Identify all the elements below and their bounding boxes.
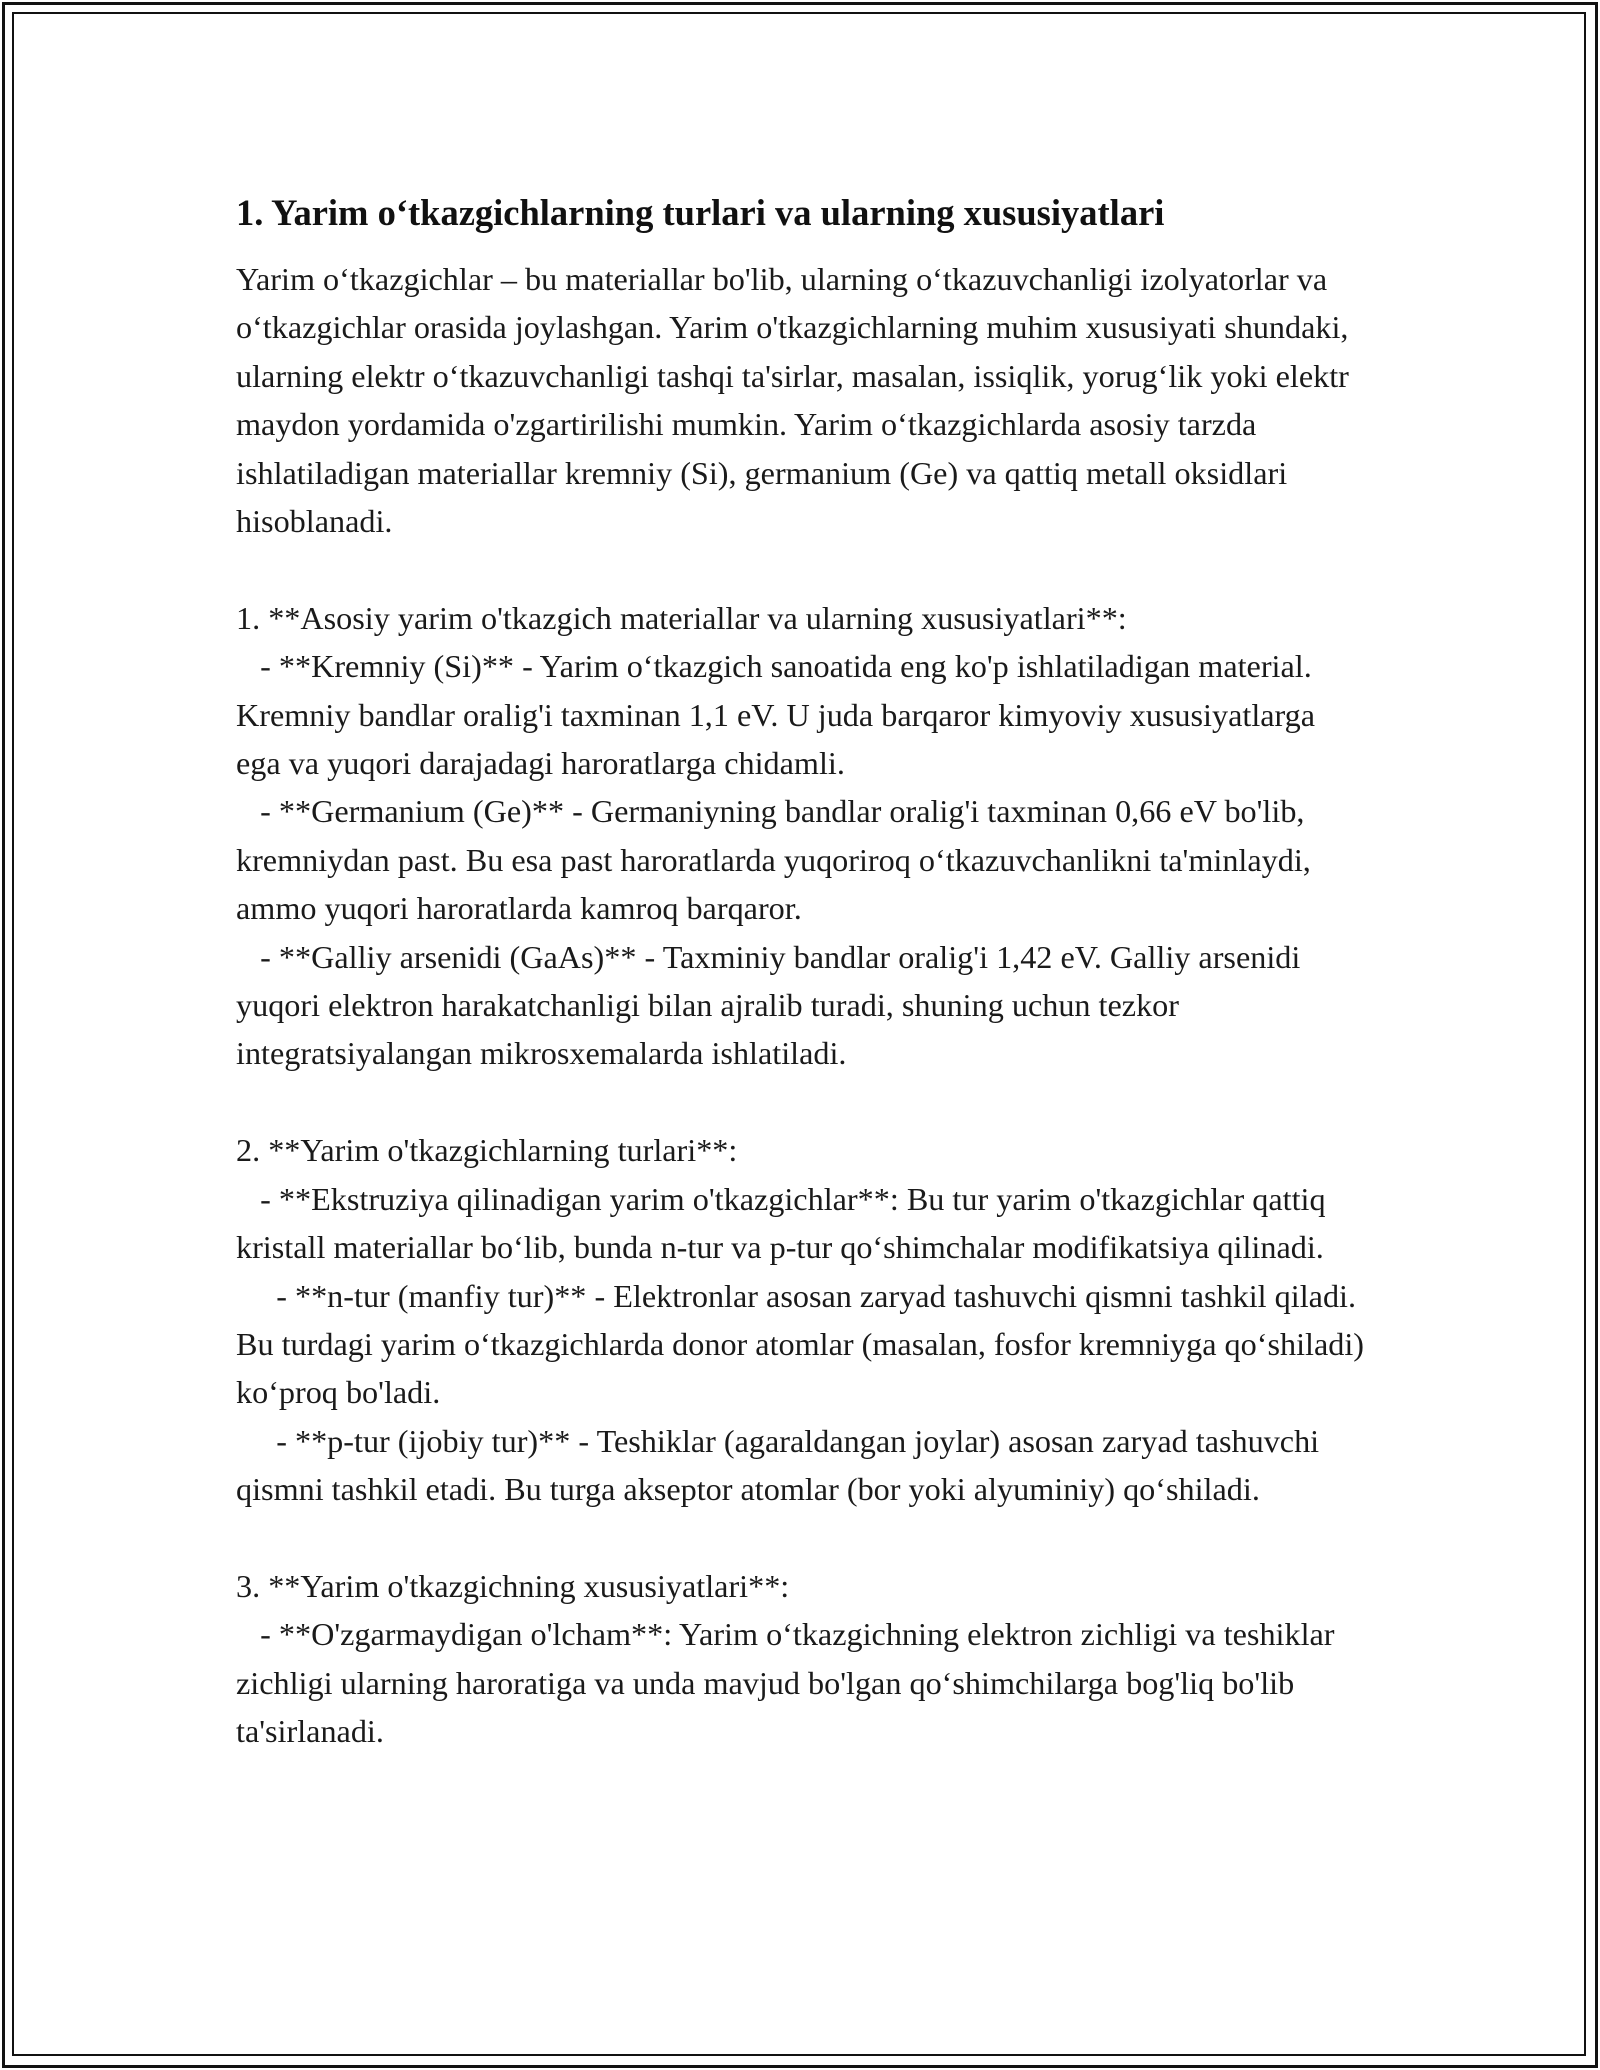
document-heading: 1. Yarim o‘tkazgichlarning turlari va ularning xususiyatlari (236, 192, 1165, 233)
document-body (236, 185, 1373, 1756)
list-item: - **Galliy arsenidi (GaAs)** - Taxminiy bandlar oralig'i 1,42 eV. Galliy arsenidi yuqori elektron harakatchanligi bilan ajralib turadi, shuning uchun tezkor integratsiyalangan mikrosxemalarda ishlatiladi. (236, 938, 1309, 1072)
section-properties (236, 1562, 1366, 1756)
section-types (236, 1126, 1373, 1513)
list-item: - **Kremniy (Si)** - Yarim o‘tkazgich sanoatida eng ko'p ishlatiladigan material. Kremniy bandlar oralig'i taxminan 1,1 eV. U juda barqaror kimyoviy xususiyatlarga ega va yuqori darajadagi haroratlarga chidamli. (236, 648, 1324, 782)
section-title: 3. **Yarim o'tkazgichning xususiyatlari**: (236, 1567, 790, 1604)
spacer (236, 1078, 1366, 1126)
list-item: - **Ekstruziya qilinadigan yarim o'tkazgichlar**: Bu tur yarim o'tkazgichlar qattiq kristall materiallar bo‘lib, bunda n-tur va p-tur qo‘shimchalar modifikatsiya qilinadi. (236, 1180, 1334, 1266)
spacer (236, 1514, 1366, 1562)
list-item: - **O'zgarmaydigan o'lcham**: Yarim o‘tkazgichning elektron zichligi va teshiklar zichligi ularning haroratiga va unda mavjud bo'lgan qo‘shimchilarga bog'liq bo'lib ta'sirlanadi. (236, 1616, 1343, 1750)
intro-paragraph: Yarim o‘tkazgichlar – bu materiallar bo'lib, ularning o‘tkazuvchanligi izolyatorlar va o‘tkazgichlar orasida joylashgan. Yarim o'tkazgichlarning muhim xususiyati shundaki, ularning elektr o‘tkazuvchanligi tashqi ta'sirlar, masalan, issiqlik, yorug‘lik yoki elektr maydon yordamida o'zgartirilishi mumkin. Yarim o‘tkazgichlarda asosiy tarzda ishlatiladigan materiallar kremniy (Si), germanium (Ge) va qattiq metall oksidlari hisoblanadi. (236, 261, 1349, 540)
section-title: 1. **Asosiy yarim o'tkazgich materiallar va ularning xususiyatlari**: (236, 599, 1127, 636)
spacer (236, 545, 1366, 593)
section-title: 2. **Yarim o'tkazgichlarning turlari**: (236, 1132, 738, 1169)
sub-list-item: - **n-tur (manfiy tur)** - Elektronlar asosan zaryad tashuvchi qismni tashkil qiladi. Bu turdagi yarim o‘tkazgichlarda donor atomlar (masalan, fosfor kremniyga qo‘shiladi) ko‘proq bo'ladi. (236, 1277, 1373, 1411)
sub-list-item: - **p-tur (ijobiy tur)** - Teshiklar (agaraldangan joylar) asosan zaryad tashuvchi qismni tashkil etadi. Bu turga akseptor atomlar (bor yoki alyuminiy) qo‘shiladi. (236, 1422, 1328, 1508)
list-item: - **Germanium (Ge)** - Germaniyning bandlar oralig'i taxminan 0,66 eV bo'lib, kremniydan past. Bu esa past haroratlarda yuqoriroq o‘tkazuvchanlikni ta'minlaydi, ammo yuqori haroratlarda kamroq barqaror. (236, 793, 1319, 927)
section-materials (236, 594, 1366, 1078)
